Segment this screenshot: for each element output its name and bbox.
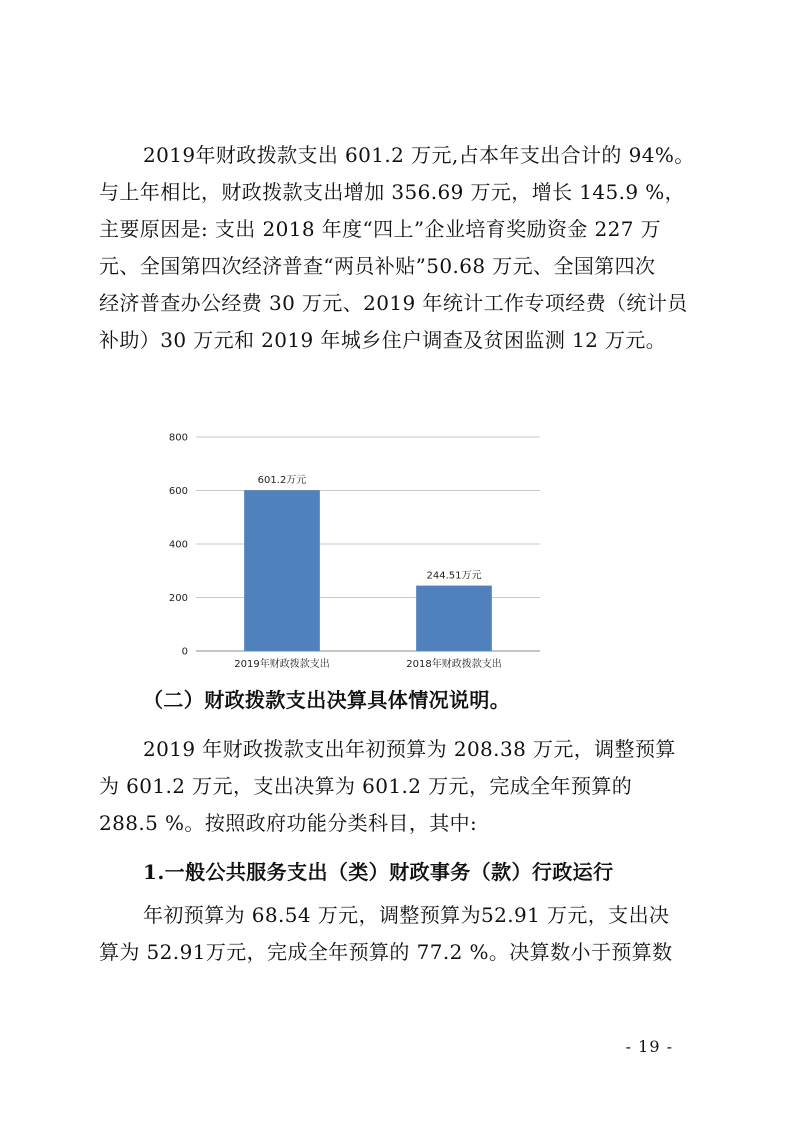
y-tick-label: 0 [181, 646, 188, 658]
page-number: - 19 - [625, 1037, 673, 1056]
text-line: 288.5 %。按照政府功能分类科目，其中: [99, 811, 478, 835]
text-line: 年初预算为 68.54 万元，调整预算为52.91 万元，支出决 [143, 903, 670, 927]
section-heading: （二）财政拨款支出决算具体情况说明。 [143, 688, 511, 712]
text-line: 经济普查办公经费 30 万元、2019 年统计工作专项经费（统计员 [99, 291, 688, 315]
text-line: 与上年相比，财政拨款支出增加 356.69 万元，增长 145.9 %， [99, 180, 686, 204]
y-tick-label: 600 [168, 486, 188, 497]
y-tick-label: 200 [168, 593, 188, 604]
bar [416, 586, 492, 651]
text-line: 补助）30 万元和 2019 年城乡住户调查及贫困监测 12 万元。 [99, 328, 667, 352]
bar-data-label: 244.51万元 [426, 570, 482, 582]
text-line: 算为 52.91万元，完成全年预算的 77.2 %。决算数小于预算数 [99, 940, 673, 964]
y-tick-label: 400 [168, 539, 188, 551]
text-line: 元、全国第四次经济普查“两员补贴”50.68 万元、全国第四次 [99, 254, 656, 278]
text-line: 2019年财政拨款支出 601.2 万元,占本年支出合计的 94%。 [143, 143, 695, 167]
bar-data-label: 601.2万元 [257, 475, 307, 487]
expenditure-bar-chart [150, 425, 550, 675]
subheading-general-public-services: 1.一般公共服务支出（类）财政事务（款）行政运行 [143, 860, 614, 884]
paragraph-fiscal-expenditure-summary [99, 137, 695, 359]
text-line: 主要原因是: 支出 2018 年度“四上”企业培育奖励资金 227 万 [99, 217, 662, 241]
x-category-label: 2018年财政拨款支出 [406, 659, 502, 670]
y-axis-ticks [169, 433, 188, 658]
text-line: 为 601.2 万元，支出决算为 601.2 万元，完成全年预算的 [99, 774, 633, 798]
x-axis-categories [234, 657, 501, 670]
bar [244, 490, 320, 651]
paragraph-admin-operations [99, 897, 691, 971]
y-tick-label: 800 [168, 432, 188, 444]
x-category-label: 2019年财政拨款支出 [234, 659, 330, 670]
paragraph-budget-details [99, 731, 691, 842]
text-line: 2019 年财政拨款支出年初预算为 208.38 万元，调整预算 [143, 737, 676, 761]
